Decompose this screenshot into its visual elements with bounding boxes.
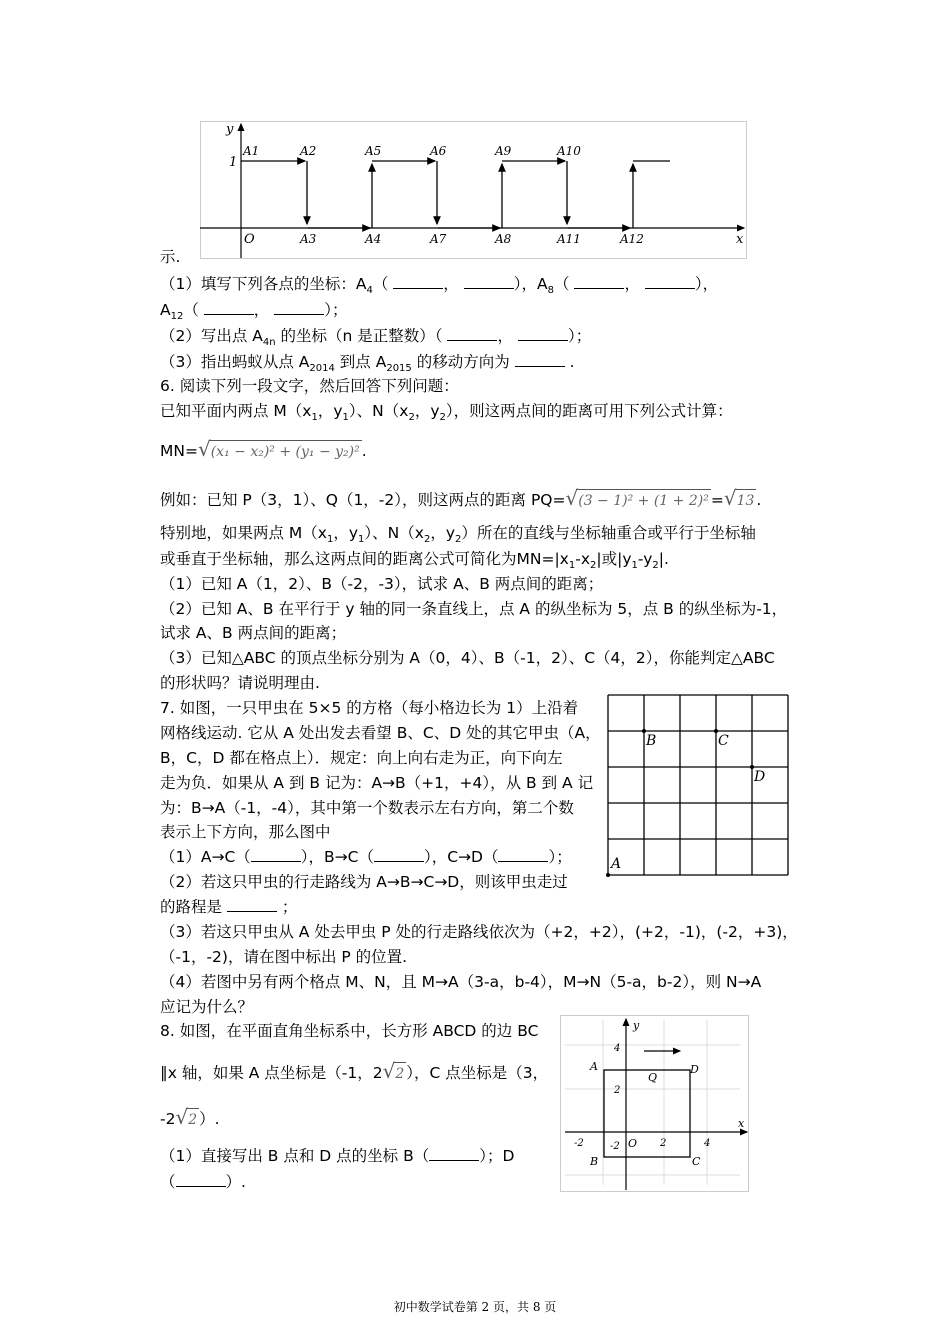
answer-blank[interactable]: [645, 274, 695, 289]
answer-blank[interactable]: [176, 1172, 226, 1187]
sqrt-2: 2: [393, 1062, 406, 1085]
q7-line5: 为：B→A（-1，-4），其中第一个数表示左右方向，第二个数: [160, 799, 574, 817]
label-a12: A12: [620, 232, 644, 246]
q5-part1: （1）填写下列各点的坐标：$A_4$（ ， ），$A_8$（ ， ），: [160, 275, 719, 297]
answer-blank[interactable]: [374, 847, 424, 862]
label-a9: A9: [495, 144, 512, 158]
q6-part3-cont: 的形状吗？请说明理由.: [160, 674, 320, 692]
fig-tick-y2: 2: [614, 1085, 621, 1096]
q6-line5: 特别地，如果两点 $M(x_1$，$y_1$）、$N(x_2$，$y_2$）所在的直线与坐标轴重合或平行于坐标轴: [160, 524, 756, 546]
q7-line6: 表示上下方向，那么图中: [160, 823, 331, 841]
q8-part1-cont: （ ）.: [160, 1173, 246, 1191]
fig-label-q: Q: [648, 1071, 658, 1084]
answer-blank[interactable]: [464, 274, 514, 289]
q8-line3: -2√2 ）.: [160, 1105, 220, 1129]
grid-label-a: A: [611, 856, 622, 872]
q7-part2-cont: 的路程是 ；: [160, 898, 298, 916]
example-formula: (3 − 1)² + (1 + 2)²: [576, 489, 711, 512]
q7-line2: 网格线运动. 它从 A 处出发去看望 B、C、D 处的其它甲虫（A，: [160, 724, 601, 742]
fig-label-d: D: [690, 1063, 699, 1076]
q7-part4-cont: 应记为什么？: [160, 998, 254, 1016]
rectangle-coordinate-figure: [560, 1015, 750, 1193]
q8-line1: 8. 如图，在平面直角坐标系中，长方形 ABCD 的边 BC: [160, 1022, 539, 1040]
fig-tick-ym2: -2: [610, 1141, 620, 1152]
q7-line1: 7. 如图，一只甲虫在 5×5 的方格（每小格边长为 1）上沿着: [160, 699, 579, 717]
q8-line2: ∥x 轴，如果 A 点坐标是（-1，2√2 ），C 点坐标是（3，: [160, 1059, 549, 1083]
q7-line4: 走为负．如果从 A 到 B 记为：A→B（+1，+4），从 B 到 A 记: [160, 774, 594, 792]
answer-blank[interactable]: [518, 326, 568, 341]
answer-blank[interactable]: [227, 897, 277, 912]
answer-blank[interactable]: [393, 274, 443, 289]
grid-label-d: D: [754, 769, 766, 785]
fig-tick-x4: 4: [704, 1138, 711, 1149]
distance-formula: (x₁ − x₂)² + (y₁ − y₂)²: [209, 440, 362, 463]
beetle-grid-figure: [605, 692, 791, 878]
tick-1: 1: [229, 155, 238, 170]
label-a7: A7: [430, 232, 447, 246]
answer-blank[interactable]: [447, 326, 497, 341]
grid-label-b: B: [646, 733, 657, 749]
answer-blank[interactable]: [498, 847, 548, 862]
answer-blank[interactable]: [574, 274, 624, 289]
q5-part1-cont: $A_{12}$（ ， ）；: [160, 301, 348, 323]
x-axis-label: x: [736, 232, 744, 247]
sqrt-13: 13: [735, 489, 757, 512]
fig-axis-x: x: [738, 1117, 745, 1130]
fig-tick-x2: 2: [660, 1138, 667, 1149]
label-a2: A2: [300, 144, 317, 158]
label-a4: A4: [365, 232, 382, 246]
answer-blank[interactable]: [515, 352, 565, 367]
ant-path-figure: [200, 121, 748, 259]
q5-shi: 示.: [160, 248, 181, 266]
label-a6: A6: [430, 144, 447, 158]
fig-axis-y: y: [633, 1019, 640, 1032]
q6-example: 例如：已知 P（3，1）、Q（1，-2），则这两点的距离 PQ=√(3 − 1)² + (1 + 2)² =√13 .: [160, 486, 762, 510]
q6-part2: （2）已知 A、B 在平行于 y 轴的同一条直线上，点 A 的纵坐标为 5，点 B 的纵坐标为-1，: [160, 600, 788, 618]
answer-blank[interactable]: [251, 847, 301, 862]
q6-formula-line: MN=√(x₁ − x₂)² + (y₁ − y₂)² .: [160, 437, 367, 461]
q7-part3: （3）若这只甲虫从 A 处去甲虫 P 处的行走路线依次为（+2，+2），(+2，-1)，(-2，+3)，: [160, 923, 798, 941]
q7-part4: （4）若图中另有两个格点 M、N，且 M→A（3-a，b-4），M→N（5-a，b-2），则 N→A: [160, 973, 762, 991]
label-a3: A3: [300, 232, 317, 246]
answer-blank[interactable]: [274, 300, 324, 315]
q7-part3-cont: （-1，-2)，请在图中标出 P 的位置.: [160, 948, 408, 966]
fig-label-b: B: [590, 1155, 599, 1168]
label-a10: A10: [557, 144, 581, 158]
origin-label: O: [244, 232, 255, 247]
q7-line3: B，C，D 都在格点上）．规定：向上向右走为正，向下向左: [160, 749, 563, 767]
q5-part2: （2）写出点 $A_{4n}$ 的坐标（n 是正整数）（ ， ）；: [160, 327, 592, 349]
q6-line6: 或垂直于坐标轴，那么这两点间的距离公式可简化为$MN=|x_1-x_2|$或$|y_1-y_2|$.: [160, 550, 669, 572]
fig-tick-y4: 4: [614, 1043, 621, 1054]
fig-origin: O: [628, 1137, 638, 1150]
fig-tick-xm2: -2: [574, 1138, 584, 1149]
q6-part3: （3）已知△ABC 的顶点坐标分别为 A（0，4）、B（-1，2）、C（4，2），你能判定△ABC: [160, 649, 775, 667]
q5-part3: （3）指出蚂蚁从点 $A_{2014}$ 到点 $A_{2015}$ 的移动方向为 .: [160, 353, 575, 375]
answer-blank[interactable]: [429, 1146, 479, 1161]
label-a11: A11: [557, 232, 581, 246]
sqrt-2: 2: [186, 1108, 199, 1131]
fig-label-a: A: [590, 1060, 598, 1073]
label-a1: A1: [243, 144, 260, 158]
coordinate-svg: [560, 1015, 750, 1193]
beetle-grid-svg: [605, 692, 791, 878]
q6-line2: 已知平面内两点 $M(x_1$，$y_1$）、$N(x_2$，$y_2$），则这两点间的距离可用下列公式计算：: [160, 402, 733, 424]
label-a5: A5: [365, 144, 382, 158]
page-footer: 初中数学试卷第 2 页，共 8 页: [393, 1300, 557, 1314]
q6-part2-cont: 试求 A、B 两点间的距离；: [160, 624, 347, 642]
grid-label-c: C: [718, 733, 729, 749]
q8-part1: （1）直接写出 B 点和 D 点的坐标 B（ ）；D: [160, 1147, 515, 1165]
q7-part2: （2）若这只甲虫的行走路线为 A→B→C→D，则该甲虫走过: [160, 873, 568, 891]
ant-path-svg: [200, 121, 748, 259]
y-axis-label: y: [226, 122, 234, 137]
answer-blank[interactable]: [204, 300, 254, 315]
fig-label-c: C: [692, 1155, 701, 1168]
q6-title: 6. 阅读下列一段文字，然后回答下列问题：: [160, 377, 459, 395]
q7-part1: （1）A→C（ ），B→C（ ），C→D（ ）；: [160, 848, 572, 866]
label-a8: A8: [495, 232, 512, 246]
q6-part1: （1）已知 A（1，2）、B（-2，-3），试求 A、B 两点间的距离；: [160, 575, 604, 593]
